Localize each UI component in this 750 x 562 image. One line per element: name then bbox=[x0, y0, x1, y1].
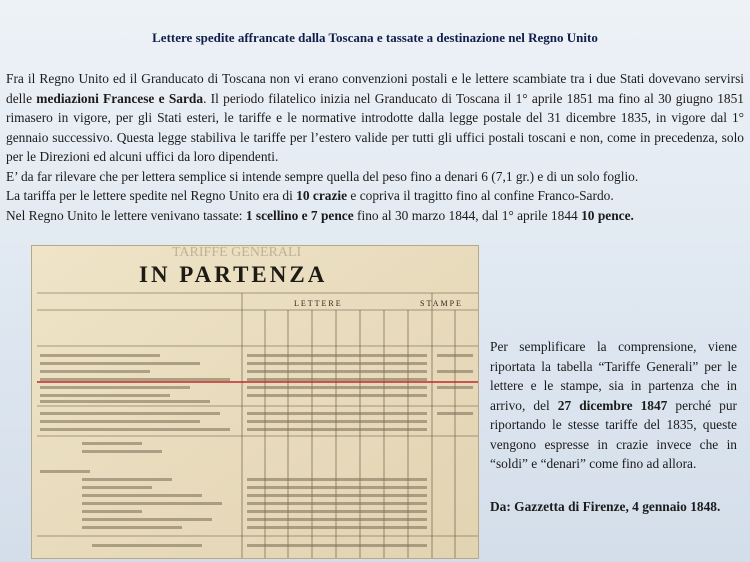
column-header-prints: STAMPE bbox=[420, 299, 463, 308]
intro-paragraph-2: E’ da far rilevare che per lettera semplice si intende sempre quella del peso fino a denari 6 (7,1 gr.) e di un solo foglio. bbox=[6, 168, 639, 184]
side-paragraph bbox=[490, 337, 737, 474]
side-date: 27 dicembre 1847 bbox=[557, 397, 668, 413]
intro-p4-text: Nel Regno Unito le lettere venivano tassate: bbox=[6, 207, 246, 223]
side-text-end: perché pur riportando le stesse tariffe del 1835, queste vengono espresse in crazie invece che in “soldi” e “denari” come fino ad allora. bbox=[490, 397, 737, 471]
source-citation: Da: Gazzetta di Firenze, 4 gennaio 1848. bbox=[490, 499, 721, 514]
intro-p3-text: La tariffa per le lettere spedite nel Regno Unito era di bbox=[6, 188, 297, 203]
intro-p1-bold: mediazioni Francese e Sarda bbox=[36, 90, 204, 106]
intro-p4-text-mid: fino al 30 marzo 1844, dal 1° aprile 1844 bbox=[353, 207, 582, 223]
page-title: Lettere spedite affrancate dalla Toscana e tassate a destinazione nel Regno Unito bbox=[152, 30, 598, 45]
intro-p4-bold-2: 10 pence. bbox=[581, 207, 634, 223]
intro-paragraph-3 bbox=[6, 186, 744, 206]
column-header-letters: LETTERE bbox=[294, 299, 343, 308]
intro-p1-text-end: . Il periodo filatelico inizia nel Granducato di Toscana il 1° aprile 1851 ma fino al 30 giugno 1851 rimasero in vigore, per gli Stati esteri, le tariffe e le normative introdotte dalla legge postale del 31 dicembre 1835, in vigore dal 1° gennaio successivo. Questa legge stabiliva le tariffe per l’estero valide per tutti gli uffici postali toscani e non, come in precedenza, solo per le Direzioni ed alcuni uffici da loro dipendenti. bbox=[6, 90, 744, 164]
intro-p1-text: Fra il Regno Unito ed il Granducato di Toscana non vi erano convenzioni postali e le lettere scambiate tra i due Stati dovevano servirsi delle bbox=[6, 71, 744, 106]
intro-p3-text-end: e copriva il tragitto fino al confine Franco-Sardo. bbox=[347, 188, 614, 203]
blurred-header: TARIFFE GENERALI bbox=[172, 246, 302, 260]
document-heading: IN PARTENZA bbox=[139, 262, 328, 287]
intro-paragraph-1 bbox=[6, 69, 744, 167]
intro-p4-bold-1: 1 scellino e 7 pence bbox=[245, 207, 354, 223]
side-text: Per semplificare la comprensione, viene riportata la tabella “Tariffe Generali” per le lettere e le stampe, sia in partenza che in arrivo, del bbox=[490, 339, 737, 413]
tariff-table-image bbox=[32, 246, 478, 558]
side-note bbox=[490, 337, 737, 474]
intro-text bbox=[6, 69, 744, 225]
intro-paragraph-4 bbox=[6, 206, 744, 226]
intro-p3-bold: 10 crazie bbox=[296, 188, 348, 203]
